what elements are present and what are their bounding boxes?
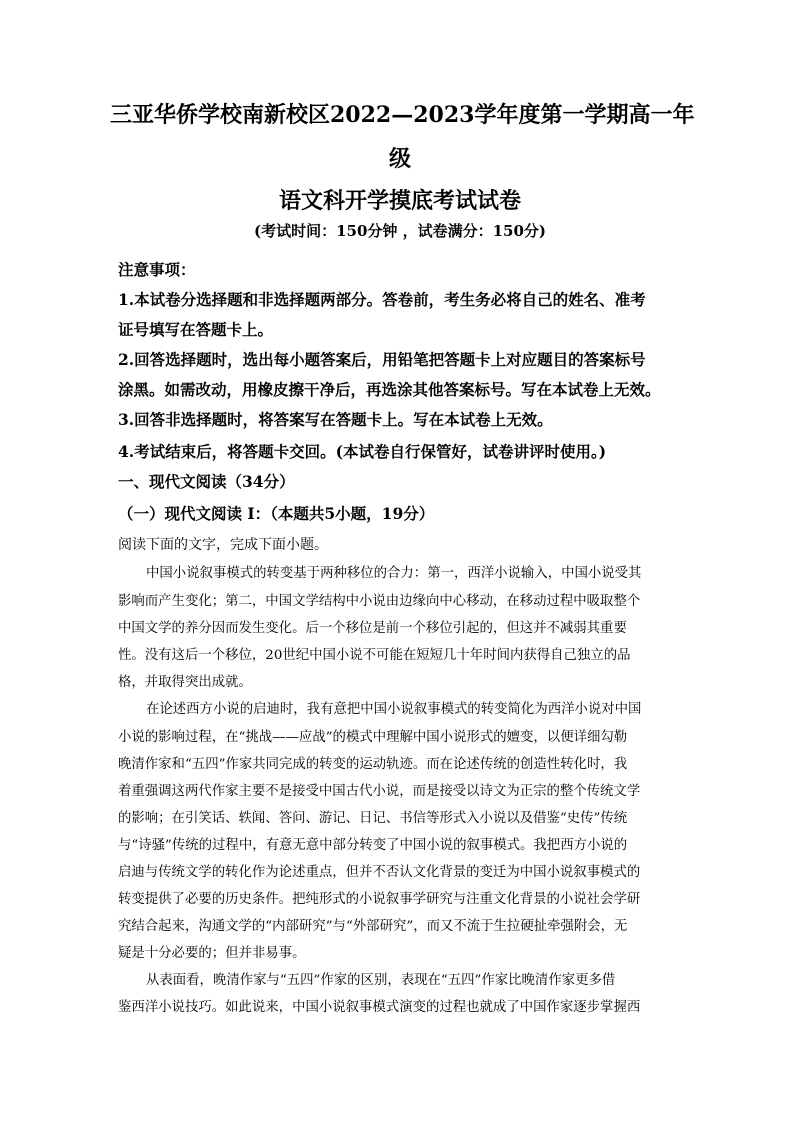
- note-line: 4.考试结束后，将答题卡交回。(本试卷自行保管好，试卷讲评时使用。): [118, 442, 607, 461]
- passage-line: 在论述西方小说的启迪时，我有意把中国小说叙事模式的转变简化为西洋小说对中国: [146, 702, 642, 717]
- subsection-heading: （一）现代文阅读 I：（本题共5小题，19分）: [118, 504, 435, 523]
- exam-time-and-score: (考试时间：150分钟 ，试卷满分：150分): [253, 222, 547, 240]
- passage-line: 与“诗骚”传统的过程中，有意无意中部分转变了中国小说的叙事模式。我把西方小说的: [118, 838, 628, 853]
- passage-line: 着重强调这两代作家主要不是接受中国古代小说，而是接受以诗文为正宗的整个传统文学: [118, 784, 641, 799]
- passage-line: 转变提供了必要的历史条件。把纯形式的小说叙事学研究与注重文化背景的小说社会学研: [118, 892, 641, 907]
- passage-line: 的影响；在引笑话、轶闻、答问、游记、日记、书信等形式入小说以及借鉴“史传”传统: [118, 811, 628, 826]
- passage-line: 格，并取得突出成就。: [118, 675, 252, 690]
- note-line: 涂黑。如需改动，用橡皮擦干净后，再选涂其他答案标号。写在本试卷上无效。: [118, 380, 661, 399]
- note-line: 2.回答选择题时，选出每小题答案后，用铅笔把答题卡上对应题目的答案标号: [118, 350, 646, 369]
- passage-line: 究结合起来，沟通文学的“内部研究”与“外部研究”，而又不流于生拉硬扯牵强附会，无: [118, 919, 628, 934]
- notes-heading: 注意事项：: [118, 260, 196, 279]
- exam-title-line-2: 级: [388, 146, 411, 172]
- reading-instruction: 阅读下面的文字，完成下面小题。: [118, 537, 328, 553]
- passage-line: 疑是十分必要的；但并非易事。: [118, 946, 306, 961]
- passage-line: 中国文学的养分因而发生变化。后一个移位是前一个移位引起的，但这并不减弱其重要: [118, 621, 627, 636]
- note-line: 3.回答非选择题时，将答案写在答题卡上。写在本试卷上无效。: [118, 410, 553, 429]
- passage-line: 启迪与传统文学的转化作为论述重点，但并不否认文化背景的变迁为中国小说叙事模式的: [118, 865, 641, 880]
- passage-line: 晚清作家和“五四”作家共同完成的转变的运动轨迹。而在论述传统的创造性转化时，我: [118, 757, 628, 772]
- exam-subject-title: 语文科开学摸底考试试卷: [278, 188, 521, 214]
- exam-title-line-1: 三亚华侨学校南新校区2022—2023学年度第一学期高一年: [110, 102, 695, 128]
- section-heading: 一、现代文阅读（34分）: [118, 472, 295, 491]
- passage-line: 从表面看，晚清作家与“五四”作家的区别，表现在“五四”作家比晚清作家更多借: [146, 973, 616, 988]
- passage-line: 影响而产生变化；第二，中国文学结构中小说由边缘向中心移动，在移动过程中吸取整个: [118, 594, 641, 609]
- note-line: 1.本试卷分选择题和非选择题两部分。答卷前，考生务必将自己的姓名、准考: [118, 290, 646, 309]
- passage-line: 小说的影响过程，在“挑战——应战”的模式中理解中国小说形式的嬗变，以便详细勾勒: [118, 730, 628, 745]
- passage-line: 性。没有这后一个移位，20世纪中国小说不可能在短短几十年时间内获得自己独立的品: [118, 648, 631, 663]
- passage-line: 中国小说叙事模式的转变基于两种移位的合力：第一，西洋小说输入，中国小说受其: [146, 566, 642, 581]
- passage-line: 鉴西洋小说技巧。如此说来，中国小说叙事模式演变的过程也就成了中国作家逐步掌握西: [118, 1000, 641, 1015]
- note-line: 证号填写在答题卡上。: [118, 320, 274, 339]
